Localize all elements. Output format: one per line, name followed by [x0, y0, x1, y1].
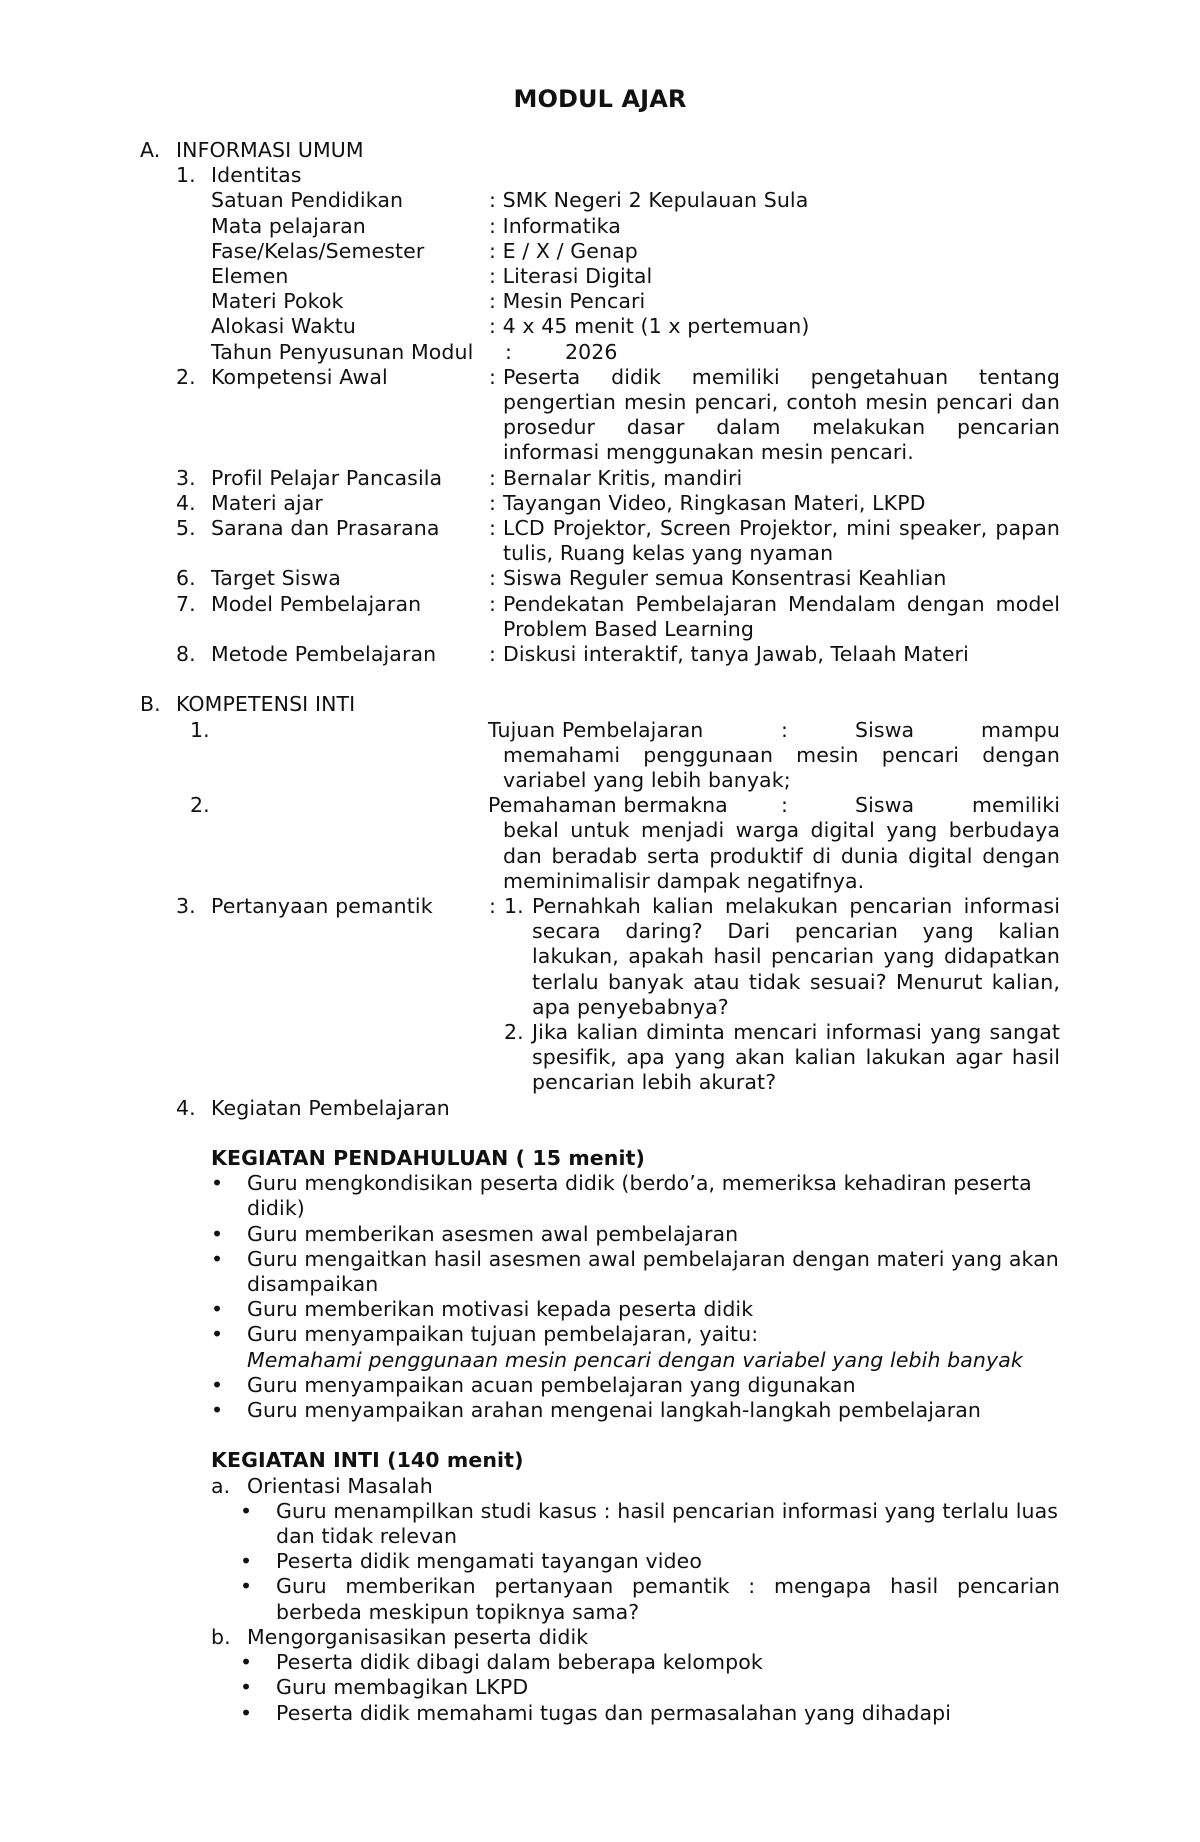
info-item-value: Peserta didik memiliki pengetahuan tentang pengertian mesin pencari, contoh mesin pencari dan prosedur dasar dalam melakukan pencarian informasi menggunakan mesin pencari.	[503, 364, 1060, 465]
pertanyaan-item	[140, 894, 1060, 1096]
bullet-icon: •	[240, 1675, 253, 1700]
info-item	[140, 365, 1060, 466]
section-b-heading	[140, 692, 1060, 717]
info-item-colon: :	[489, 516, 497, 541]
question-item	[140, 894, 1060, 1020]
identitas-row-label: Alokasi Waktu	[211, 314, 356, 339]
kompetensi-item-num: 1.	[190, 717, 210, 742]
question-text: Pernahkah kalian melakukan pencarian informasi secara daring? Dari pencarian yang kalian lakukan, apakah hasil pencarian yang didapatkan terlalu banyak atau tidak sesuai? Menurut kalian, apa penyebabnya?	[532, 894, 1060, 1019]
list-item	[211, 1297, 1060, 1322]
list-item-text: Guru mengaitkan hasil asesmen awal pembelajaran dengan materi yang akan disampaikan	[247, 1246, 1059, 1297]
identitas-row-value: : Literasi Digital	[489, 264, 653, 288]
list-item	[240, 1549, 1060, 1574]
kegiatan-item	[140, 1096, 1060, 1121]
tahun-colon: :	[505, 339, 513, 364]
identitas-row	[140, 289, 1060, 314]
bullet-icon: •	[240, 1574, 253, 1599]
info-item-num: 4.	[176, 490, 196, 515]
section-b-letter: B.	[140, 692, 161, 717]
info-item	[140, 592, 1060, 642]
info-item-label: Model Pembelajaran	[211, 591, 422, 616]
identitas-row	[140, 214, 1060, 239]
kompetensi-item	[140, 718, 1060, 794]
section-b-label: KOMPETENSI INTI	[176, 692, 356, 717]
kompetensi-item-label: Pemahaman bermakna	[488, 793, 728, 818]
kegiatan-num: 4.	[176, 1095, 196, 1120]
list-item-text: Peserta didik dibagi dalam beberapa kelompok	[276, 1650, 763, 1675]
identitas-row	[140, 314, 1060, 339]
tahun-row	[140, 340, 1060, 365]
list-item	[211, 1322, 1060, 1372]
list-item-text: Guru memberikan motivasi kepada peserta didik	[247, 1297, 754, 1322]
list-item-text: Guru menyampaikan acuan pembelajaran yang digunakan	[247, 1372, 856, 1397]
info-item-colon: :	[489, 490, 497, 515]
info-item-value: Bernalar Kritis, mandiri	[503, 465, 743, 490]
pertanyaan-label: Pertanyaan pemantik	[211, 894, 433, 919]
inti-heading: KEGIATAN INTI (140 menit)	[211, 1448, 524, 1473]
inti-sub-label: Orientasi Masalah	[247, 1473, 433, 1498]
info-item-colon: :	[489, 566, 497, 591]
spacer	[140, 667, 1060, 692]
list-item-text: Peserta didik mengamati tayangan video	[276, 1549, 702, 1574]
identitas-row-label: Satuan Pendidikan	[211, 188, 404, 213]
info-item-label: Kompetensi Awal	[211, 364, 388, 389]
identitas-row-value: : E / X / Genap	[489, 238, 638, 263]
list-item	[240, 1574, 1060, 1624]
identitas-heading	[140, 163, 1060, 188]
info-item	[140, 491, 1060, 516]
info-item-num: 3.	[176, 465, 196, 490]
inti-sub-letter: b.	[211, 1624, 231, 1649]
bullet-icon: •	[240, 1650, 253, 1675]
section-a-label: INFORMASI UMUM	[176, 138, 364, 162]
list-item	[211, 1398, 1060, 1423]
inti-sub-heading	[211, 1474, 1060, 1499]
info-item-value: Tayangan Video, Ringkasan Materi, LKPD	[503, 490, 926, 515]
info-item-value: Siswa Reguler semua Konsentrasi Keahlian	[503, 566, 947, 591]
section-a-letter: A.	[140, 138, 161, 162]
question-text: Jika kalian diminta mencari informasi yang sangat spesifik, apa yang akan kalian lakukan agar hasil pencarian lebih akurat?	[532, 1020, 1060, 1095]
inti-sub-letter: a.	[211, 1473, 231, 1498]
kompetensi-item-label: Tujuan Pembelajaran	[488, 717, 704, 742]
list-item	[240, 1675, 1060, 1700]
info-item	[140, 516, 1060, 566]
tahun-label: Tahun Penyusunan Modul	[211, 339, 474, 364]
inti-sub-heading	[211, 1625, 1060, 1650]
list-item	[211, 1222, 1060, 1247]
bullet-icon: •	[211, 1372, 224, 1397]
list-item	[211, 1247, 1060, 1297]
identitas-row-label: Elemen	[211, 264, 289, 288]
identitas-row-label: Mata pelajaran	[211, 213, 366, 238]
identitas-row-label: Materi Pokok	[211, 289, 344, 314]
spacer	[140, 1121, 1060, 1146]
bullet-icon: •	[211, 1171, 224, 1196]
identitas-num: 1.	[176, 163, 196, 188]
tahun-value: 2026	[565, 339, 618, 364]
question-item	[140, 1020, 1060, 1096]
list-item-text: Guru memberikan pertanyaan pemantik : mengapa hasil pencarian berbeda meskipun topiknya sama?	[276, 1574, 1060, 1624]
info-item-label: Target Siswa	[211, 566, 341, 591]
info-item-value: Diskusi interaktif, tanya Jawab, Telaah Materi	[503, 642, 969, 667]
bullet-icon: •	[240, 1498, 253, 1523]
info-item-num: 8.	[176, 642, 196, 667]
info-item	[140, 642, 1060, 667]
info-item-num: 5.	[176, 516, 196, 541]
info-item-label: Materi ajar	[211, 490, 323, 515]
inti-sub-label: Mengorganisasikan peserta didik	[247, 1624, 589, 1649]
info-item-num: 7.	[176, 591, 196, 616]
identitas-row-value: : Mesin Pencari	[489, 289, 646, 314]
identitas-row-value: : 4 x 45 menit (1 x pertemuan)	[489, 314, 810, 339]
kompetensi-item-value: Siswa mampu memahami penggunaan mesin pencari dengan variabel yang lebih banyak;	[503, 717, 1060, 793]
kompetensi-item-value: Siswa memiliki bekal untuk menjadi warga digital yang berbudaya dan beradab serta produktif di dunia digital dengan meminimalisir dampak negatifnya.	[503, 793, 1060, 893]
pertanyaan-num: 3.	[176, 894, 196, 919]
list-item	[240, 1701, 1060, 1726]
list-item-text: Guru menyampaikan tujuan pembelajaran, yaitu:	[247, 1322, 759, 1347]
tujuan-italic-text: Memahami penggunaan mesin pencari dengan variabel yang lebih banyak	[247, 1347, 1023, 1372]
info-item-label: Sarana dan Prasarana	[211, 516, 440, 541]
bullet-icon: •	[211, 1297, 224, 1322]
kompetensi-item-colon: :	[781, 717, 789, 742]
list-item-text: Guru memberikan asesmen awal pembelajaran	[247, 1221, 739, 1246]
info-item-num: 6.	[176, 566, 196, 591]
identitas-label: Identitas	[211, 163, 302, 188]
document-title: MODUL AJAR	[513, 85, 687, 113]
kompetensi-item-colon: :	[781, 793, 789, 818]
info-item-label: Profil Pelajar Pancasila	[211, 465, 443, 490]
identitas-row	[140, 264, 1060, 289]
list-item	[211, 1171, 1060, 1221]
list-item-text: Guru menyampaikan arahan mengenai langkah-langkah pembelajaran	[247, 1398, 981, 1423]
list-item-text: Guru menampilkan studi kasus : hasil pencarian informasi yang terlalu luas dan tidak relevan	[276, 1498, 1059, 1549]
kompetensi-item	[140, 793, 1060, 894]
identitas-row	[140, 188, 1060, 213]
list-item	[240, 1499, 1060, 1549]
question-num: 2.	[504, 1020, 524, 1045]
info-item-label: Metode Pembelajaran	[211, 642, 437, 667]
info-item	[140, 566, 1060, 591]
info-item-colon: :	[489, 465, 497, 490]
list-item-text: Guru membagikan LKPD	[276, 1675, 529, 1700]
list-item	[240, 1650, 1060, 1675]
list-item-text: Peserta didik memahami tugas dan permasalahan yang dihadapi	[276, 1700, 952, 1725]
pertanyaan-colon: :	[489, 894, 497, 919]
list-item	[211, 1373, 1060, 1398]
kompetensi-item-num: 2.	[190, 793, 210, 818]
bullet-icon: •	[211, 1246, 224, 1271]
identitas-row-value: : SMK Negeri 2 Kepulauan Sula	[489, 188, 809, 213]
info-item-value: LCD Projektor, Screen Projektor, mini speaker, papan tulis, Ruang kelas yang nyaman	[503, 516, 1060, 566]
info-item-colon: :	[489, 591, 497, 616]
list-item-text: Guru mengkondisikan peserta didik (berdo’a, memeriksa kehadiran peserta didik)	[247, 1171, 1032, 1221]
kegiatan-label: Kegiatan Pembelajaran	[211, 1095, 450, 1120]
bullet-icon: •	[211, 1322, 224, 1347]
question-num: 1.	[504, 894, 524, 919]
section-a-heading	[140, 138, 1060, 163]
bullet-icon: •	[240, 1700, 253, 1725]
info-item-value: Pendekatan Pembelajaran Mendalam dengan model Problem Based Learning	[503, 591, 1060, 641]
info-item	[140, 466, 1060, 491]
identitas-row	[140, 239, 1060, 264]
identitas-row-value: : Informatika	[489, 213, 621, 238]
bullet-icon: •	[240, 1549, 253, 1574]
document-body	[140, 138, 1060, 1726]
identitas-row-label: Fase/Kelas/Semester	[211, 238, 425, 263]
info-item-colon: :	[489, 642, 497, 667]
pendahuluan-heading: KEGIATAN PENDAHULUAN ( 15 menit)	[211, 1146, 645, 1171]
bullet-icon: •	[211, 1398, 224, 1423]
info-item-colon: :	[489, 364, 497, 389]
bullet-icon: •	[211, 1221, 224, 1246]
info-item-num: 2.	[176, 364, 196, 389]
spacer	[140, 1423, 1060, 1448]
